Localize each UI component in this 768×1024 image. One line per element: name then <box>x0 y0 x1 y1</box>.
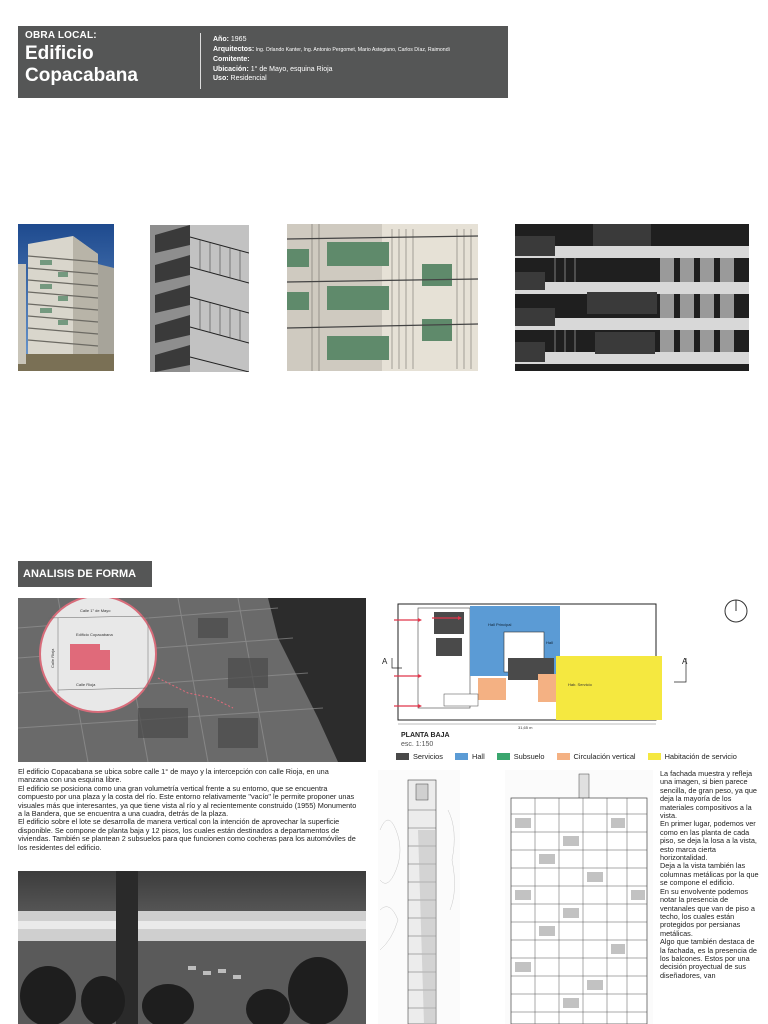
section-label: ANALISIS DE FORMA <box>18 561 152 587</box>
site-paragraph: El edificio Copacabana se ubica sobre calle 1° de mayo y la intercepción con calle Rioja, en una manzana con una esquina libre. <box>18 767 329 785</box>
plan-legend <box>396 752 737 761</box>
info-client: Comitente: <box>213 56 250 63</box>
photo-building-exterior <box>18 224 114 371</box>
legend-swatch <box>557 753 570 760</box>
facade-description <box>660 770 760 980</box>
building-name-line2: Copacabana <box>25 65 138 86</box>
site-label: Edificio Copacabana <box>76 632 113 637</box>
aerial-site-map <box>18 598 366 762</box>
street-label-top: Calle 1° de Mayo <box>80 608 111 613</box>
plan-scale: esc. 1:150 <box>401 741 434 748</box>
building-name <box>25 43 195 87</box>
ground-floor-plan <box>378 598 694 732</box>
plan-caption <box>401 731 450 749</box>
legend-item-habitacion: Habitación de servicio <box>648 752 737 761</box>
street-label-bottom: Calle Rioja <box>76 682 96 687</box>
legend-item-hall: Hall <box>455 752 485 761</box>
plan-hall-label: Hall Principal <box>488 622 512 627</box>
legend-swatch <box>455 753 468 760</box>
facade-paragraph: En su envolvente podemos notar la presencia de ventanales que van de piso a techo, los cuales están protegidos por persianas metálicas. <box>660 886 755 938</box>
info-use: Uso: Residencial <box>213 75 267 82</box>
north-arrow-icon <box>723 598 749 624</box>
building-name-line1: Edificio <box>25 43 94 64</box>
photo-dark-facade <box>515 224 749 371</box>
site-paragraph: El edificio se posiciona como una gran volumetría vertical frente a su entorno, que se encuentra compuesto por una plaza y la costa del río. Este entorno relativamente "vacío" le permite proponer unas visuales más que interesantes, ya que tiene vista al río y al recientemente construido (1955) Monumento a la Bandera, que se encuentra a una cuadra, detrás de la plaza. <box>18 783 357 819</box>
site-description <box>18 768 358 852</box>
info-year: Año: 1965 <box>213 36 247 43</box>
photo-balcony-stack <box>150 225 249 372</box>
legend-swatch <box>648 753 661 760</box>
legend-swatch <box>396 753 409 760</box>
legend-swatch <box>497 753 510 760</box>
facade-paragraph: La fachada muestra y refleja una imagen, si bien parece sencilla, de gran peso, ya que deja la mayoría de los materiales compositivos a la vista. <box>660 769 757 821</box>
info-location: Ubicación: 1° de Mayo, esquina Rioja <box>213 65 333 73</box>
section-marker-left: A <box>382 657 388 666</box>
section-marker-right: A <box>682 657 688 666</box>
facade-paragraph: En primer lugar, podemos ver como en las planta de cada piso, se deja la losa a la vista, esto marca cierta horizontalidad. <box>660 819 757 863</box>
facade-paragraph: Deja a la vista también las columnas metálicas por la que se compone el edificio. <box>660 861 759 888</box>
side-elevation-drawing <box>378 770 460 1024</box>
plan-dim-bottom: 31,65 m <box>518 725 533 730</box>
front-elevation-drawing <box>505 770 653 1024</box>
plan-hall-label-2: Hall <box>546 640 553 645</box>
street-label-left: Calle Rioja <box>50 648 55 668</box>
legend-item-circulacion: Circulación vertical <box>557 752 636 761</box>
photo-green-facade <box>287 224 478 371</box>
title-eyebrow: OBRA LOCAL: <box>25 30 97 41</box>
title-block <box>18 26 508 98</box>
facade-paragraph: Algo que también destaca de la fachada, es la presencia de los balcones. Estos por una decisión proyectual de sus diseñadores, van <box>660 937 757 980</box>
plan-service-label: Hab. Servicio <box>568 682 592 687</box>
plan-title: PLANTA BAJA <box>401 732 450 739</box>
building-info <box>213 35 505 84</box>
legend-item-subsuelo: Subsuelo <box>497 752 545 761</box>
title-divider <box>200 33 201 89</box>
photo-river-view <box>18 871 366 1024</box>
info-architects: Arquitectos: Ing. Orlando Kanter, Ing. Antonio Pergomet, Mario Astegiano, Carlos Díaz, Raimondi <box>213 45 450 53</box>
legend-item-servicios: Servicios <box>396 752 443 761</box>
site-paragraph: El edificio sobre el lote se desarrolla de manera vertical con la intención de aprovechar la superficie disponible. Se compone de planta baja y 12 pisos, los cuales están destinados a departamentos de viviendas. También se plantean 2 subsuelos para que funcionen como cocheras para los automóviles de los residentes del edificio. <box>18 817 356 852</box>
